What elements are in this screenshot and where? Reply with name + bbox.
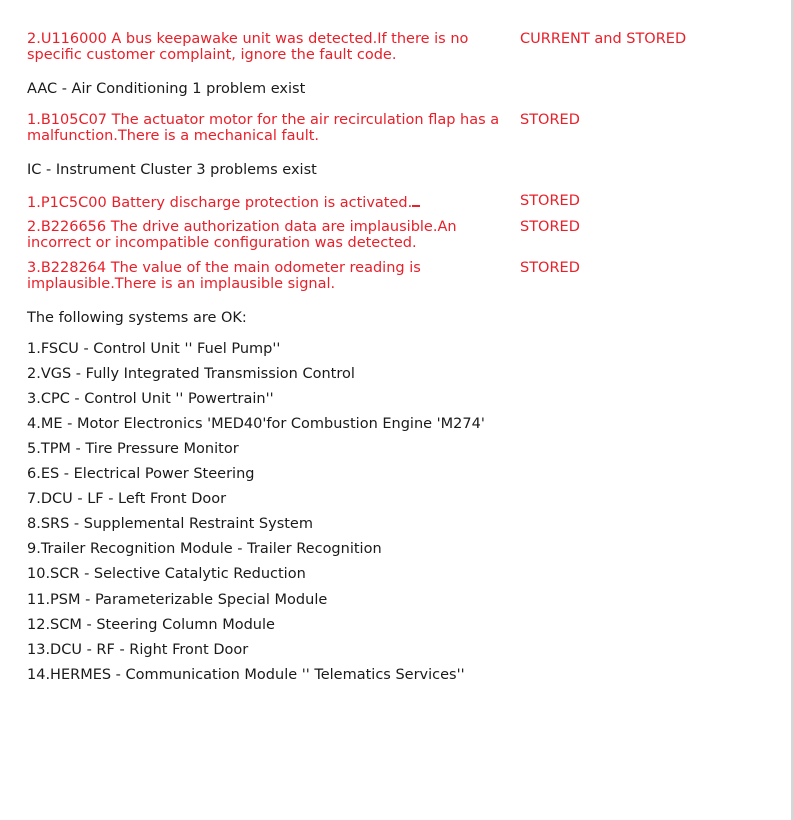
ok-item: 13.DCU - RF - Right Front Door xyxy=(27,642,249,658)
ok-item: 12.SCM - Steering Column Module xyxy=(27,617,275,633)
group-header-ic: IC - Instrument Cluster 3 problems exist xyxy=(27,162,317,178)
text-cursor xyxy=(412,193,420,207)
ok-item: 5.TPM - Tire Pressure Monitor xyxy=(27,441,239,457)
fault-status: STORED xyxy=(520,260,580,276)
fault-description: 1.B105C07 The actuator motor for the air recirculation flap has a malfunction.There is a mechanical fault. xyxy=(27,112,500,144)
fault-status: STORED xyxy=(520,219,580,235)
ok-item: 3.CPC - Control Unit '' Powertrain'' xyxy=(27,391,274,407)
ok-item: 11.PSM - Parameterizable Special Module xyxy=(27,592,328,608)
fault-description: 2.B226656 The drive authorization data are implausible.An incorrect or incompatible configuration was detected. xyxy=(27,219,457,251)
fault-status: CURRENT and STORED xyxy=(520,31,687,47)
ok-item: 2.VGS - Fully Integrated Transmission Control xyxy=(27,366,355,382)
ok-item: 14.HERMES - Communication Module '' Telematics Services'' xyxy=(27,667,465,683)
ok-item: 8.SRS - Supplemental Restraint System xyxy=(27,516,313,532)
ok-item: 7.DCU - LF - Left Front Door xyxy=(27,491,227,507)
ok-item: 6.ES - Electrical Power Steering xyxy=(27,466,255,482)
ok-item: 9.Trailer Recognition Module - Trailer Recognition xyxy=(27,541,382,557)
fault-description: 3.B228264 The value of the main odometer reading is implausible.There is an implausible signal. xyxy=(27,260,421,292)
fault-description: 2.U116000 A bus keepawake unit was detected.If there is no specific customer complaint, ignore the fault code. xyxy=(27,31,469,63)
ok-item: 4.ME - Motor Electronics 'MED40'for Combustion Engine 'M274' xyxy=(27,416,485,432)
group-header-aac: AAC - Air Conditioning 1 problem exist xyxy=(27,81,306,97)
fault-status: STORED xyxy=(520,112,580,128)
ok-item: 1.FSCU - Control Unit '' Fuel Pump'' xyxy=(27,341,281,357)
fault-status: STORED xyxy=(520,193,580,209)
fault-text: 1.P1C5C00 Battery discharge protection is activated. xyxy=(27,195,413,211)
ok-heading: The following systems are OK: xyxy=(27,310,247,326)
fault-description xyxy=(27,193,502,211)
ok-item: 10.SCR - Selective Catalytic Reduction xyxy=(27,566,306,582)
